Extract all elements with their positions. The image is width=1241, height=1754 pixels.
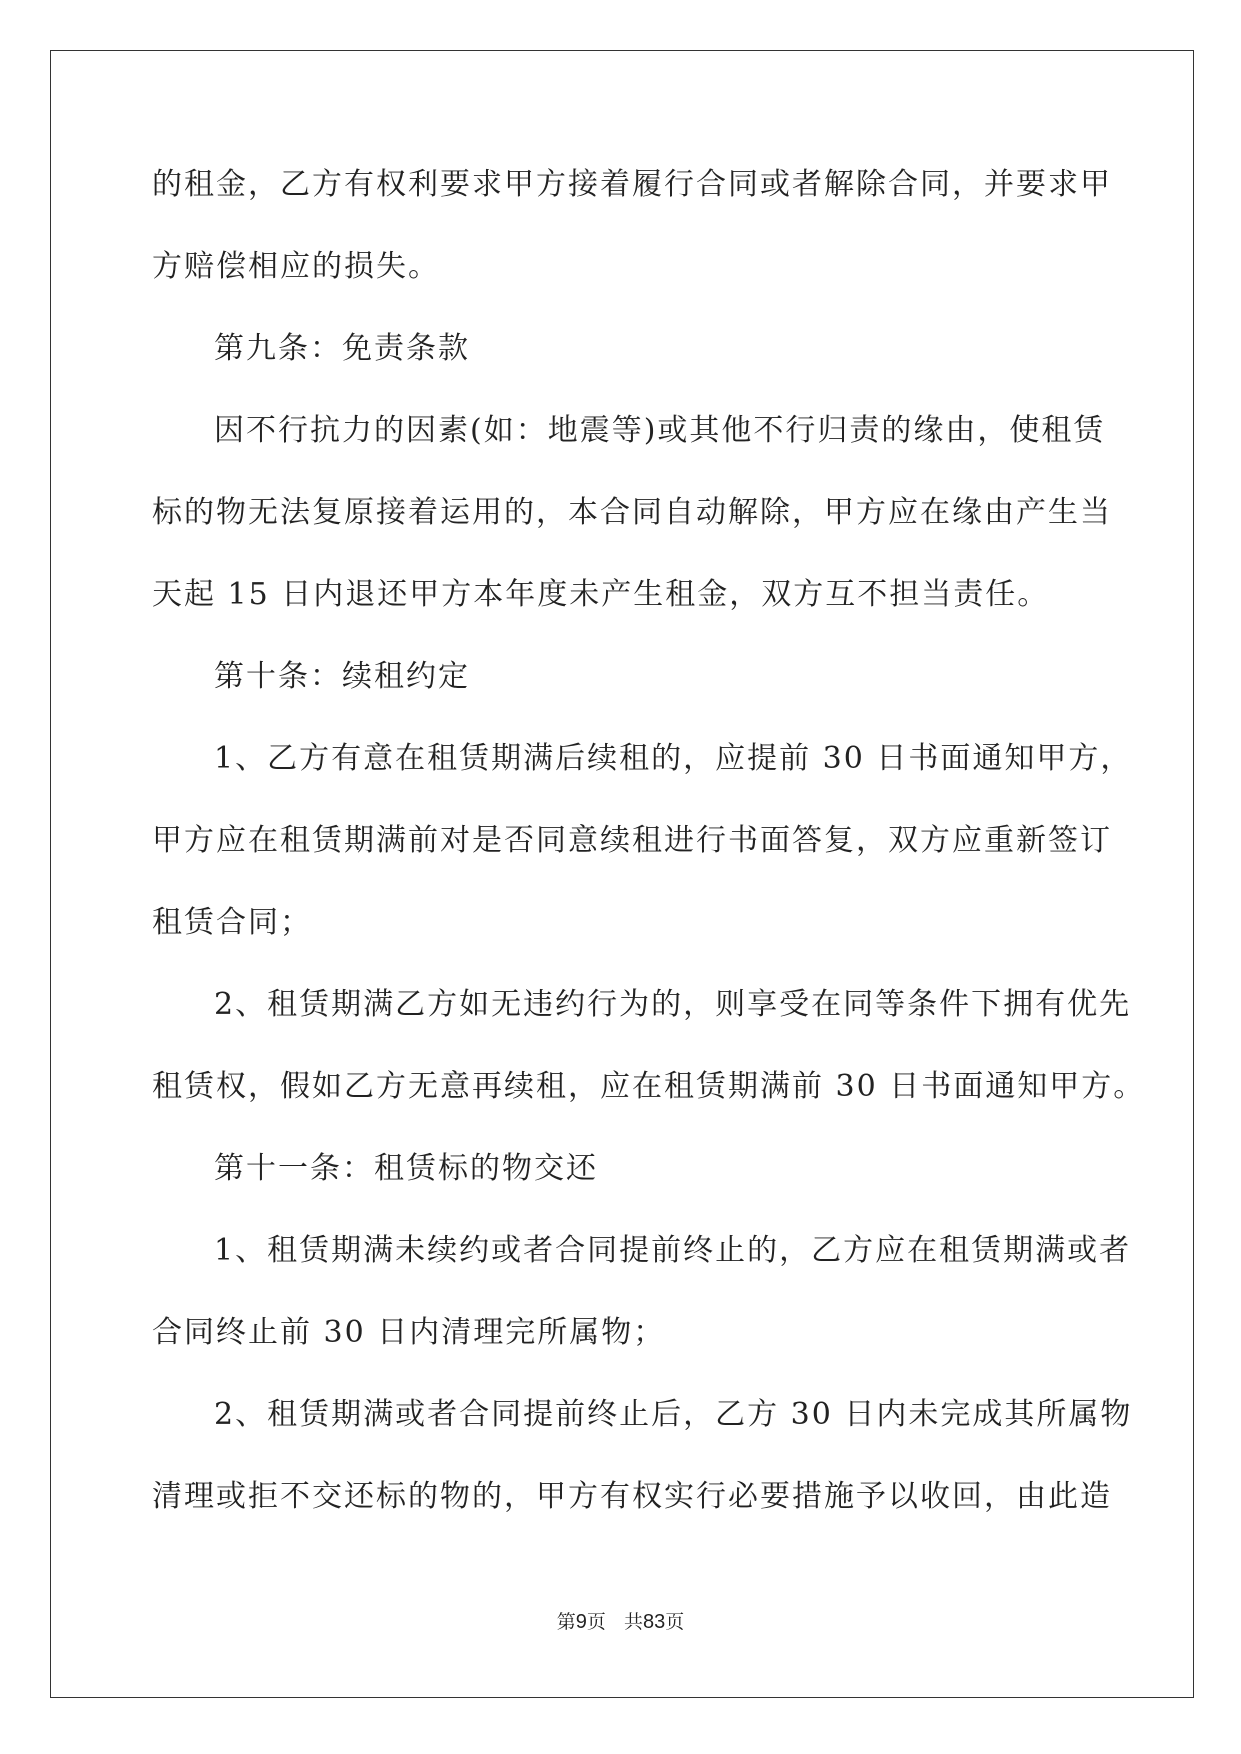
- page-number: 9: [575, 1611, 587, 1633]
- text-line: 天起 15 日内退还甲方本年度未产生租金，双方互不担当责任。: [152, 577, 1050, 612]
- total-label-suffix: 页: [665, 1611, 685, 1633]
- text-line: 1、乙方有意在租赁期满后续租的，应提前 30 日书面通知甲方，: [214, 741, 1133, 776]
- text-line: 方赔偿相应的损失。: [152, 249, 440, 284]
- section-heading-10: 第十条：续租约定: [214, 659, 470, 694]
- page-footer: [0, 1610, 1241, 1634]
- text-line: 租赁权，假如乙方无意再续租，应在租赁期满前 30 日书面通知甲方。: [152, 1069, 1146, 1104]
- section-heading-11: 第十一条：租赁标的物交还: [214, 1151, 598, 1186]
- text-line: 因不行抗力的因素(如：地震等)或其他不行归责的缘由，使租赁: [214, 413, 1106, 448]
- text-line: 2、租赁期满乙方如无违约行为的，则享受在同等条件下拥有优先: [214, 987, 1132, 1022]
- page-label-suffix: 页: [586, 1611, 606, 1633]
- text-line: 标的物无法复原接着运用的，本合同自动解除，甲方应在缘由产生当: [152, 495, 1112, 530]
- section-heading-9: 第九条：免责条款: [214, 331, 470, 366]
- total-label-prefix: 共: [624, 1611, 644, 1633]
- text-line: 合同终止前 30 日内清理完所属物；: [152, 1315, 666, 1350]
- text-line: 2、租赁期满或者合同提前终止后，乙方 30 日内未完成其所属物: [214, 1397, 1133, 1432]
- page-label-prefix: 第: [556, 1611, 576, 1633]
- document-body: [152, 160, 1146, 1554]
- text-line: 的租金，乙方有权利要求甲方接着履行合同或者解除合同，并要求甲: [152, 167, 1112, 202]
- total-pages: 83: [643, 1611, 666, 1633]
- text-line: 清理或拒不交还标的物的，甲方有权实行必要措施予以收回，由此造: [152, 1479, 1112, 1514]
- text-line: 甲方应在租赁期满前对是否同意续租进行书面答复，双方应重新签订: [152, 823, 1112, 858]
- text-line: 1、租赁期满未续约或者合同提前终止的，乙方应在租赁期满或者: [214, 1233, 1132, 1268]
- text-line: 租赁合同；: [152, 905, 312, 940]
